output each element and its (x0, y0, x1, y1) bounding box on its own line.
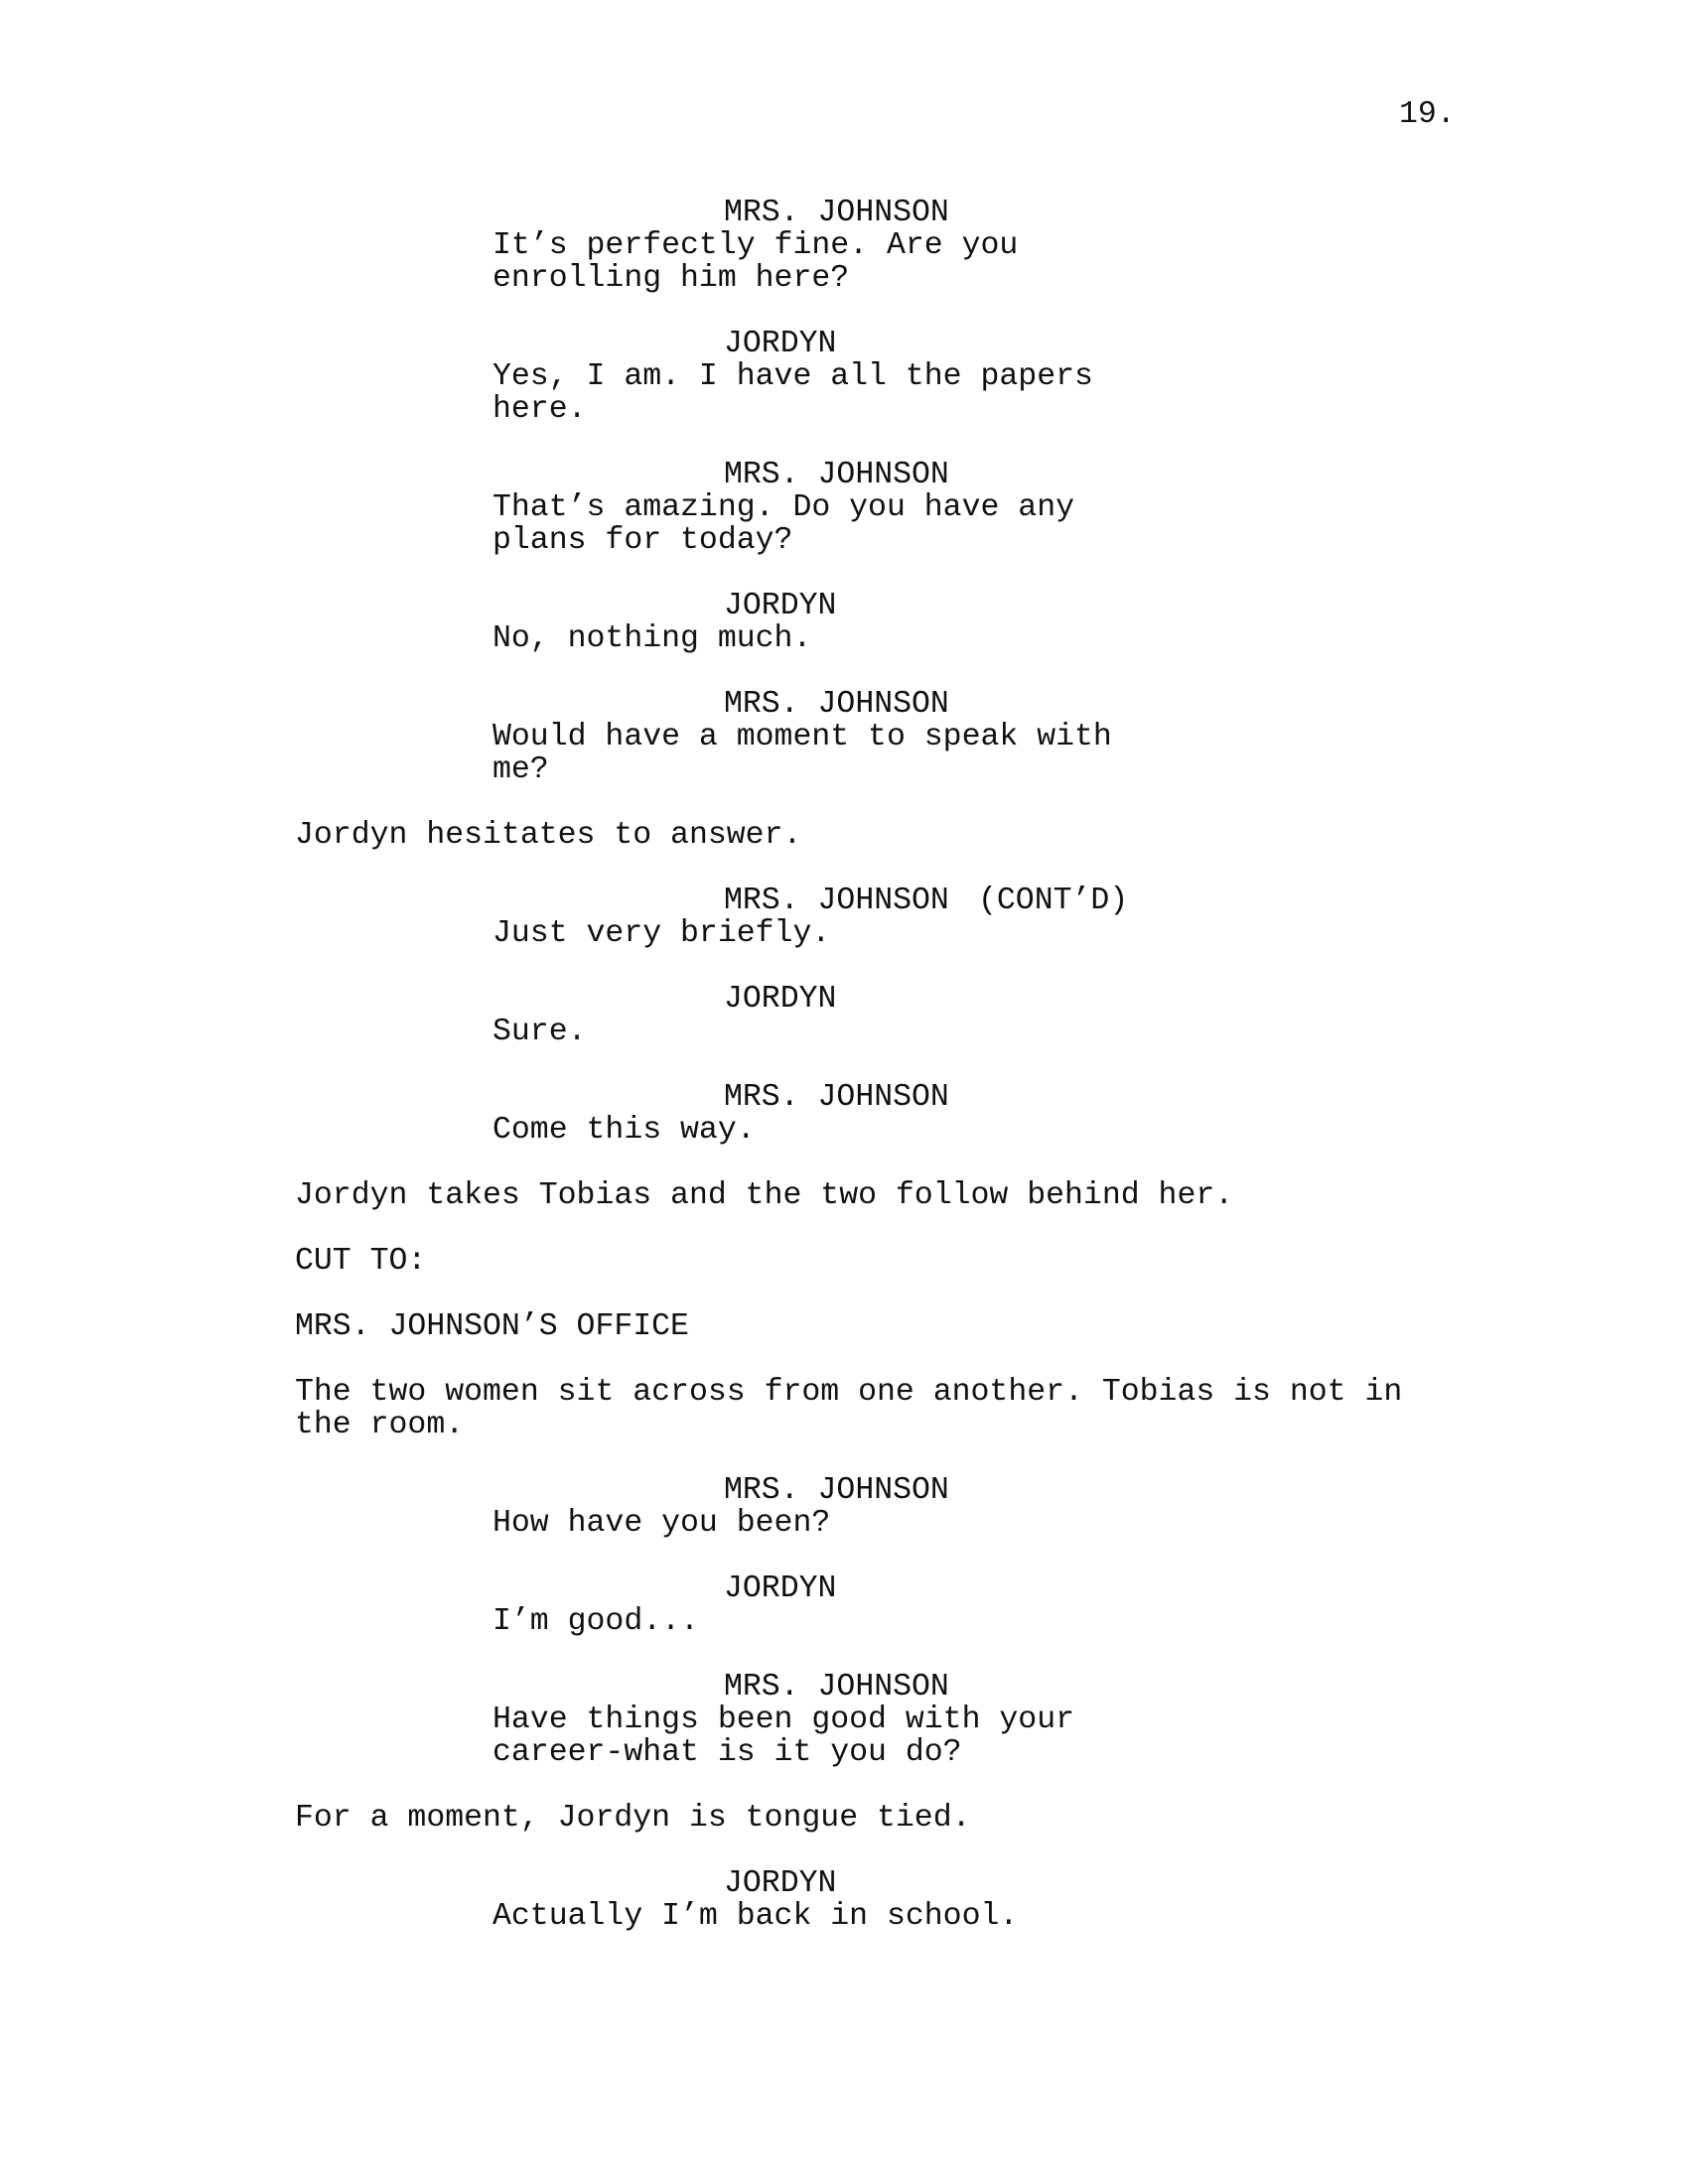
character-name: MRS. JOHNSON (724, 196, 949, 230)
dialogue-line: here. (492, 392, 587, 427)
character-name: MRS. JOHNSON (724, 458, 949, 492)
dialogue-line: Would have a moment to speak with (492, 720, 1112, 754)
dialogue-line: plans for today? (492, 523, 793, 558)
action-line: Jordyn takes Tobias and the two follow behind her. (295, 1178, 1234, 1213)
dialogue-line: How have you been? (492, 1506, 831, 1541)
character-name: JORDYN (724, 982, 837, 1017)
character-extension: (CONT’D) (978, 884, 1129, 918)
character-name: MRS. JOHNSON (724, 687, 949, 722)
character-name: MRS. JOHNSON (724, 1670, 949, 1705)
dialogue-line: Just very briefly. (492, 916, 831, 951)
action-line: The two women sit across from one another. Tobias is not in (295, 1375, 1403, 1410)
character-name: MRS. JOHNSON (724, 884, 949, 918)
dialogue-line: It’s perfectly fine. Are you (492, 228, 1019, 263)
character-name: MRS. JOHNSON (724, 1473, 949, 1508)
dialogue-line: enrolling him here? (492, 261, 850, 296)
character-name: JORDYN (724, 327, 837, 361)
action-line: Jordyn hesitates to answer. (295, 818, 802, 853)
dialogue-line: That’s amazing. Do you have any (492, 490, 1074, 525)
character-name: JORDYN (724, 589, 837, 623)
page-number: 19. (1399, 97, 1456, 132)
dialogue-line: Have things been good with your (492, 1703, 1074, 1737)
dialogue-line: Yes, I am. I have all the papers (492, 359, 1093, 394)
dialogue-line: No, nothing much. (492, 621, 812, 656)
dialogue-line: I’m good... (492, 1604, 699, 1639)
dialogue-line: Actually I’m back in school. (492, 1899, 1019, 1934)
character-name: JORDYN (724, 1571, 837, 1606)
action-line: the room. (295, 1408, 465, 1442)
action-line: For a moment, Jordyn is tongue tied. (295, 1801, 971, 1836)
scene-heading: MRS. JOHNSON’S OFFICE (295, 1309, 689, 1344)
dialogue-line: career-what is it you do? (492, 1735, 962, 1770)
dialogue-line: Come this way. (492, 1113, 756, 1148)
dialogue-line: Sure. (492, 1015, 587, 1049)
character-name: JORDYN (724, 1866, 837, 1901)
dialogue-line: me? (492, 752, 549, 787)
transition: CUT TO: (295, 1244, 427, 1279)
character-name: MRS. JOHNSON (724, 1080, 949, 1115)
